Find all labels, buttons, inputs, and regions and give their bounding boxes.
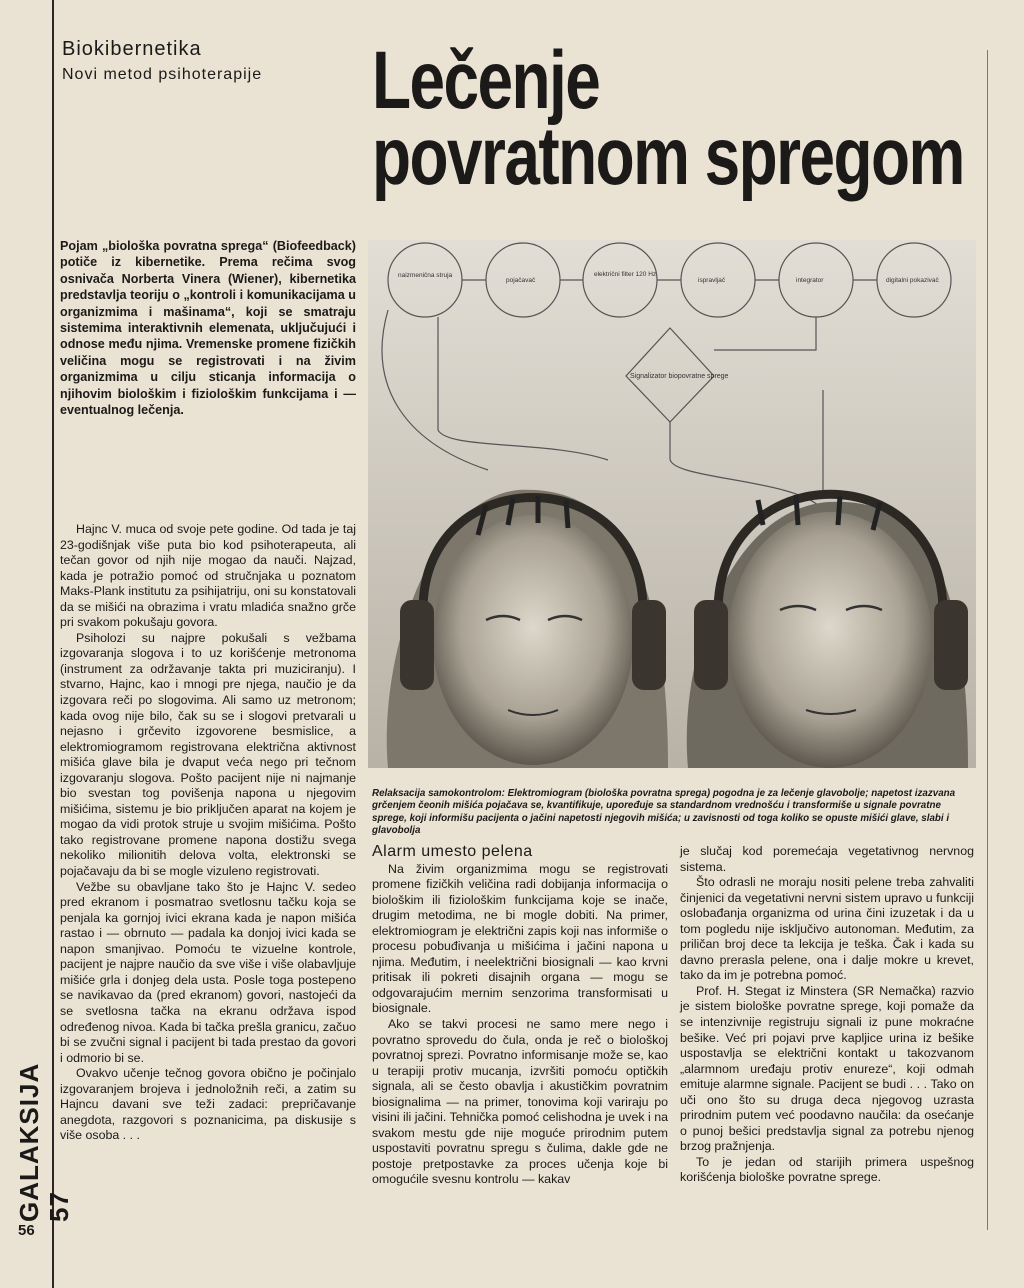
paragraph: Prof. H. Stegat iz Minstera (SR Nemačka) razvio je sistem biološke povratne sprege, koji pomaže da se intenzivnije registruju signali iz pune mokraćne bešike. Već pri pojavi prve kapljice urina iz bešike uspostavlja se električni kontakt u takozvanom „alarmnom uređaju protiv enureze“, koji odmah emituje alarmne signale. Pacijent se budi . . . Tako on uči ono što su druga deca njegovog uzrasta prirodnim putem već poodavno naučila: da osećanje o punoj bešici predstavlja signal za potrebu njenog brzog pražnjenja. bbox=[680, 983, 974, 1154]
section-subheading: Alarm umesto pelena bbox=[372, 843, 533, 860]
illustration-caption: Relaksacija samokontrolom: Elektromiogram (biološka povratna sprega) pogodna je za lečenje glavobolje; napetost izazvana grčenjem čeonih mišića pojačava se, kvantifikuje, upoređuje sa standardnom vrednošću i transformiše u signale povratne sprege, koji informišu pacijenta o jačini napetosti njegovih mišića; u zavisnosti od toga koliko se opuste mišići glave, slabi i glavobolja bbox=[372, 788, 956, 837]
section-subkicker: Novi metod psihoterapije bbox=[62, 66, 263, 83]
node-label-0: naizmenična struja bbox=[398, 272, 453, 279]
left-earcup bbox=[632, 600, 666, 690]
paragraph: Vežbe su obavljane tako što je Hajnc V. sedeo pred ekranom i posmatrao svetlosnu tačku koja se penjala ka gornjoj ivici ekrana kada je napon mišića rastao i — obrnuto — padala ka donjoj ivici kada se napon smanjivao. Pomoću te vizuelne kontrole, pacijent je najpre naučio da sve više i više olabavljuje mišiće grla i donjeg dela usta. Posle toga postepeno se navikavao da (pred ekranom) govori, nastojeći da se svetlosna tačka na ekranu održava ispod određenog nivoa. Kada bi tačka prešla granicu, začuo bi se zvučni signal i pacijent bi tada prestao da govori i odmorio bi se. bbox=[60, 879, 356, 1065]
right-earcup bbox=[694, 600, 728, 690]
paragraph: Na živim organizmima mogu se registrovati promene fizičkih veličina radi dobijanja informacija o biološkim ili fiziološkim funkcijama koje se inače, drugim metodima, ne bi mogle dobiti. Na primer, elektromiogram je električni zapis koji nas informiše o procesu pobuđivanja u mišićima i jačini napona u njima. Međutim, i neelektrični biosignali — kao krvni pritisak ili pokreti disajnih organa — mogu se odgovarajućim mernim senzorima transformisati u biosignale. bbox=[372, 861, 668, 1016]
paragraph: Što odrasli ne moraju nositi pelene treba zahvaliti činjenici da vegetativni nervni sistem upravo u funkciji oslobađanja organizma od urina čini izuzetak i da u tom pogledu nije isključivo autonoman. Međutim, za priličan broj dece ta lekcija je teška. Čak i kada su davno prerasla pelene, ona i dalje mokre u krevet, tako da im je potrebna pomoć. bbox=[680, 875, 974, 983]
spine-text: GALAKSIJA 57 bbox=[14, 1063, 74, 1222]
left-earcup bbox=[400, 600, 434, 690]
paragraph: Ako se takvi procesi ne samo mere nego i povratno sprovedu do čula, onda je reč o biološkoj povratnoj sprezi. Povratno informisanje može se, kao u terapiji protiv mucanja, izvršiti pomoću optičkih signala, ali se često obavlja i akustičkim povratnim biosignalima — na primer, tonovima koji variraju po visini ili jačini. Tehnička pomoć celishodna je uvek i na svakom mestu gde nije moguće prirodnim putem uspostaviti povratnu spregu s čulima, dakle gde ne postoje pretpostavke za proces učenja koje bi omogućile svesnu kontrolu — kakav bbox=[372, 1017, 668, 1187]
body-column-3 bbox=[680, 844, 974, 1186]
paragraph: To je jedan od starijih primera uspešnog korišćenja biološke povratne sprege. bbox=[680, 1154, 974, 1185]
headline-line-2: povratnom spregom bbox=[372, 111, 964, 202]
node-label-2: električni filter 120 Hz bbox=[594, 271, 657, 278]
paragraph: Psiholozi su najpre pokušali s vežbama izgovaranja slogova i to uz korišćenje metronoma (instrument za održavanje takta pri muziciranju). I stvarno, Hajnc, kao i mnogi pre njega, naučio je da izgovara reči po slogovima. Ali samo uz metronom; kada ovog nije bilo, čak su se i slogovi pretvarali u nejasno i grčevito izgovorene besmislice, a elektromiogramom registrovana električna aktivnost mišića glave bila je dvaput veća nego pri tečnom izgovaranju slogova. Pošto pacijent nije ni najmanje bio svestan tog povišenja napona u njegovim mišićima, sistemu je bio priključen aparat na kojem je mogao da vidi protok struje u svojim mišićima. Pošto tako registrovane promene napona dostižu svega nekoliko milionitih delova volta, elektronski se pojačavaju da bi se mogle vizuleno registrovati. bbox=[60, 630, 356, 879]
right-margin-rule bbox=[987, 50, 988, 1230]
right-earcup bbox=[934, 600, 968, 690]
biofeedback-illustration bbox=[368, 240, 976, 768]
diamond-label: Signalizator biopovratne sprege bbox=[630, 373, 729, 380]
illustration-svg bbox=[368, 240, 976, 768]
section-kicker: Biokibernetika bbox=[62, 38, 202, 60]
node-label-5: digitalni pokazivač bbox=[886, 277, 939, 284]
body-column-1 bbox=[60, 522, 356, 1144]
page-number: 56 bbox=[18, 1222, 35, 1239]
node-label-3: ispravljač bbox=[698, 277, 726, 284]
headline bbox=[372, 35, 1024, 202]
left-face bbox=[433, 515, 633, 765]
spine-label bbox=[14, 1062, 74, 1222]
body-column-2 bbox=[372, 844, 668, 1188]
node-label-4: integrator bbox=[796, 277, 824, 284]
node-label-1: pojačavač bbox=[506, 277, 536, 284]
lead-paragraph: Pojam „biološka povratna sprega“ (Biofeedback) potiče iz kibernetike. Prema rečima svog osnivača Norberta Vinera (Wiener), kibernetika predstavlja teoriju o „kontroli i komunikacijama u organizmima i mašinama“, koji se smatraju sistemima interaktivnih elemenata, uključujući i odnose među njima. Vremenske promene fizičkih veličina mogu se registrovati i na živim organizmima u cilju sticanja informacija o njihovim biološkim i fiziološkim funkcijama i — eventualnog lečenja. bbox=[60, 239, 356, 418]
paragraph: Hajnc V. muca od svoje pete godine. Od tada je taj 23-godišnjak više puta bio kod psihoterapeuta, ali tečan govor od njih nije mogao da nauči. Najzad, kada je potražio pomoć od stručnjaka u poznatom Maks-Plank institutu za psihijatriju, oni su konstatovali da se mišići na obrazima i vratu mladića snažno grče pri svakom pokušaju govora. bbox=[60, 522, 356, 630]
paragraph: je slučaj kod poremećaja vegetativnog nervnog sistema. bbox=[680, 844, 974, 874]
right-face bbox=[728, 512, 932, 768]
left-margin-rule bbox=[52, 0, 54, 1288]
paragraph: Ovakvo učenje tečnog govora obično je počinjalo izgovaranjem brojeva i jednoložnih reči, a zatim su Hajncu davani sve teži zadaci: prepričavanje anegdota, razgovori s poznanicima, pa diskusije s više osoba . . . bbox=[60, 1066, 356, 1143]
headline-line-1: Lečenje bbox=[372, 35, 600, 126]
